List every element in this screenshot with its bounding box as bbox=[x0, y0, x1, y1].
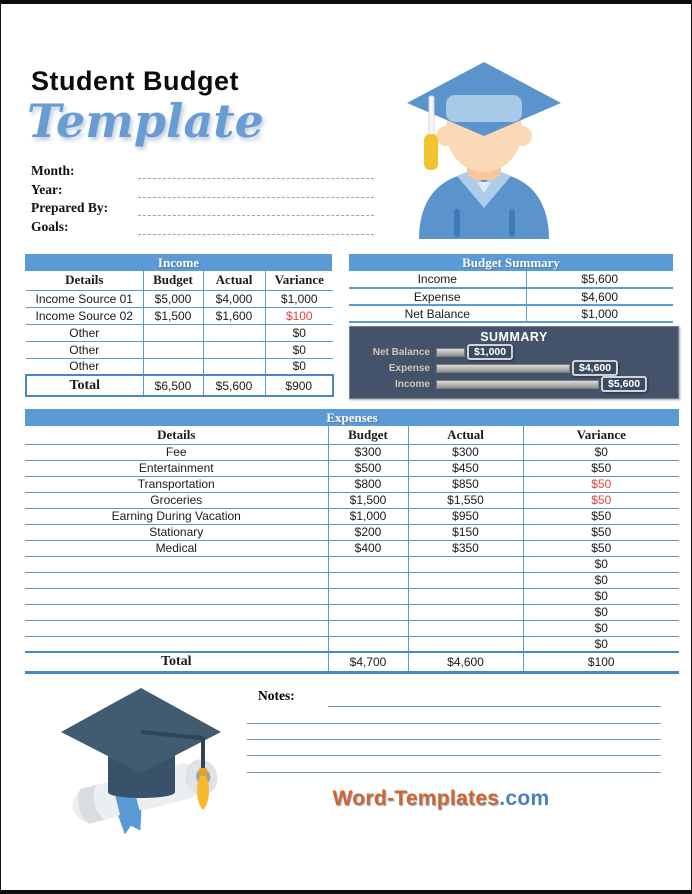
expenses-total-label: Total bbox=[25, 652, 328, 672]
cell-actual: $1,600 bbox=[203, 307, 265, 324]
chart-row-expense bbox=[350, 360, 678, 376]
cell-actual bbox=[408, 588, 523, 604]
expenses-header-row bbox=[25, 426, 679, 444]
cell-details bbox=[25, 636, 328, 652]
cell-budget: $5,000 bbox=[143, 290, 203, 307]
chart-title: SUMMARY bbox=[480, 330, 548, 344]
summary-value: $4,600 bbox=[526, 288, 673, 305]
cell-actual bbox=[408, 604, 523, 620]
cell-actual: $350 bbox=[408, 540, 523, 556]
notes-fill-line[interactable] bbox=[247, 739, 661, 740]
income-section-title: Income bbox=[25, 254, 332, 271]
income-total-actual: $5,600 bbox=[203, 375, 265, 396]
cell-variance: $0 bbox=[523, 444, 679, 460]
cell-budget bbox=[328, 588, 408, 604]
expenses-col-actual: Actual bbox=[408, 426, 523, 444]
income-total-row bbox=[26, 375, 333, 396]
cell-details: Income Source 01 bbox=[26, 290, 143, 307]
budget-summary-table bbox=[349, 271, 673, 323]
cell-variance: $0 bbox=[523, 604, 679, 620]
chart-category-label: Expense bbox=[388, 362, 430, 374]
cell-variance: $0 bbox=[523, 588, 679, 604]
cell-details: Other bbox=[26, 358, 143, 375]
cell-variance: $0 bbox=[523, 572, 679, 588]
cell-actual bbox=[203, 341, 265, 358]
cell-details: Entertainment bbox=[25, 460, 328, 476]
chart-category-label: Net Balance bbox=[372, 346, 430, 358]
expense-row bbox=[25, 524, 679, 540]
expenses-col-details: Details bbox=[25, 426, 328, 444]
cell-actual: $4,000 bbox=[203, 290, 265, 307]
expenses-section-title: Expenses bbox=[25, 409, 679, 426]
cell-budget: $1,000 bbox=[328, 508, 408, 524]
cell-budget: $500 bbox=[328, 460, 408, 476]
cell-actual bbox=[203, 324, 265, 341]
cell-details: Groceries bbox=[25, 492, 328, 508]
cell-variance: $0 bbox=[265, 324, 333, 341]
cell-details: Transportation bbox=[25, 476, 328, 492]
cell-variance: $1,000 bbox=[265, 290, 333, 307]
income-header-row bbox=[26, 271, 333, 290]
cell-variance: $0 bbox=[265, 358, 333, 375]
expense-row-empty bbox=[25, 636, 679, 652]
cell-budget bbox=[143, 341, 203, 358]
income-table bbox=[25, 271, 334, 397]
cell-actual: $300 bbox=[408, 444, 523, 460]
field-label-month: Month: bbox=[31, 163, 75, 178]
expense-row bbox=[25, 444, 679, 460]
cell-budget: $400 bbox=[328, 540, 408, 556]
cell-actual: $150 bbox=[408, 524, 523, 540]
expense-bar bbox=[436, 364, 570, 373]
month-fill-line[interactable] bbox=[138, 178, 374, 179]
income-bar bbox=[436, 380, 599, 389]
graduation-cap-diploma-icon bbox=[53, 680, 233, 835]
goals-fill-line[interactable] bbox=[138, 234, 374, 235]
expense-row-empty bbox=[25, 620, 679, 636]
logo-tld-text: .com bbox=[499, 787, 550, 810]
cell-actual bbox=[408, 556, 523, 572]
income-total-variance: $900 bbox=[265, 375, 333, 396]
expense-row-empty bbox=[25, 556, 679, 572]
cell-details: Other bbox=[26, 324, 143, 341]
expense-row-empty bbox=[25, 588, 679, 604]
income-col-details: Details bbox=[26, 271, 143, 290]
cell-actual bbox=[408, 572, 523, 588]
income-row bbox=[26, 324, 333, 341]
net-balance-value-badge: $1,000 bbox=[467, 344, 513, 360]
expense-row-empty bbox=[25, 572, 679, 588]
cell-details: Fee bbox=[25, 444, 328, 460]
cell-variance: $0 bbox=[265, 341, 333, 358]
cell-variance: $0 bbox=[523, 556, 679, 572]
cell-actual: $850 bbox=[408, 476, 523, 492]
expenses-col-variance: Variance bbox=[523, 426, 679, 444]
cell-actual bbox=[203, 358, 265, 375]
notes-fill-line[interactable] bbox=[247, 772, 661, 773]
expenses-total-actual: $4,600 bbox=[408, 652, 523, 672]
cell-variance: $50 bbox=[523, 460, 679, 476]
income-col-actual: Actual bbox=[203, 271, 265, 290]
summary-label: Expense bbox=[349, 288, 526, 305]
cell-budget: $1,500 bbox=[328, 492, 408, 508]
cell-details bbox=[25, 620, 328, 636]
summary-bar-chart bbox=[349, 326, 679, 399]
word-templates-logo bbox=[331, 787, 551, 811]
summary-label: Net Balance bbox=[349, 305, 526, 322]
cell-actual: $450 bbox=[408, 460, 523, 476]
page-title: Student Budget bbox=[31, 66, 239, 96]
year-fill-line[interactable] bbox=[138, 197, 374, 198]
notes-fill-line[interactable] bbox=[247, 723, 661, 724]
logo-brand-text: Word-Templates bbox=[332, 787, 500, 810]
cell-variance: $0 bbox=[523, 620, 679, 636]
field-label-goals: Goals: bbox=[31, 219, 69, 234]
cell-details: Income Source 02 bbox=[26, 307, 143, 324]
cell-details: Earning During Vacation bbox=[25, 508, 328, 524]
cell-variance: $50 bbox=[523, 540, 679, 556]
expenses-total-variance: $100 bbox=[523, 652, 679, 672]
summary-row bbox=[349, 305, 673, 322]
income-row bbox=[26, 358, 333, 375]
cell-budget bbox=[143, 324, 203, 341]
income-total-budget: $6,500 bbox=[143, 375, 203, 396]
cell-variance-negative: $100 bbox=[265, 307, 333, 324]
income-row bbox=[26, 290, 333, 307]
field-label-prepared-by: Prepared By: bbox=[31, 200, 109, 215]
income-row bbox=[26, 341, 333, 358]
cell-details bbox=[25, 556, 328, 572]
cell-variance-negative: $50 bbox=[523, 492, 679, 508]
income-col-variance: Variance bbox=[265, 271, 333, 290]
field-label-year: Year: bbox=[31, 182, 63, 197]
cell-actual: $1,550 bbox=[408, 492, 523, 508]
expenses-table bbox=[25, 426, 679, 674]
chart-row-net-balance bbox=[350, 344, 678, 360]
cell-budget bbox=[328, 620, 408, 636]
notes-fill-line[interactable] bbox=[328, 706, 661, 707]
income-col-budget: Budget bbox=[143, 271, 203, 290]
cell-actual bbox=[408, 620, 523, 636]
cell-variance: $0 bbox=[523, 636, 679, 652]
cell-budget: $300 bbox=[328, 444, 408, 460]
cell-budget bbox=[328, 572, 408, 588]
expenses-total-budget: $4,700 bbox=[328, 652, 408, 672]
budget-summary-title: Budget Summary bbox=[349, 254, 673, 271]
cell-budget bbox=[328, 556, 408, 572]
page-subtitle-script: Template bbox=[27, 94, 264, 148]
expenses-col-budget: Budget bbox=[328, 426, 408, 444]
cell-budget bbox=[143, 358, 203, 375]
summary-row bbox=[349, 271, 673, 288]
income-value-badge: $5,600 bbox=[601, 376, 647, 392]
expense-row bbox=[25, 476, 679, 492]
notes-label: Notes: bbox=[258, 688, 295, 703]
cell-budget: $1,500 bbox=[143, 307, 203, 324]
expense-row bbox=[25, 540, 679, 556]
net-balance-bar bbox=[436, 348, 465, 357]
prepared-by-fill-line[interactable] bbox=[138, 215, 374, 216]
chart-row-income bbox=[350, 376, 678, 392]
expenses-total-row bbox=[25, 652, 679, 672]
summary-value: $5,600 bbox=[526, 271, 673, 288]
summary-label: Income bbox=[349, 271, 526, 288]
cell-actual bbox=[408, 636, 523, 652]
cell-details: Stationary bbox=[25, 524, 328, 540]
expense-row bbox=[25, 508, 679, 524]
cell-details bbox=[25, 588, 328, 604]
income-row bbox=[26, 307, 333, 324]
cell-budget: $200 bbox=[328, 524, 408, 540]
expense-row bbox=[25, 492, 679, 508]
cell-variance: $50 bbox=[523, 508, 679, 524]
cell-variance-negative: $50 bbox=[523, 476, 679, 492]
expense-value-badge: $4,600 bbox=[572, 360, 618, 376]
cell-details: Medical bbox=[25, 540, 328, 556]
expense-row bbox=[25, 460, 679, 476]
notes-fill-line[interactable] bbox=[247, 755, 661, 756]
chart-category-label: Income bbox=[394, 378, 430, 390]
income-total-label: Total bbox=[26, 375, 143, 396]
cell-budget: $800 bbox=[328, 476, 408, 492]
graduate-student-icon bbox=[399, 56, 569, 239]
cell-details: Other bbox=[26, 341, 143, 358]
summary-value: $1,000 bbox=[526, 305, 673, 322]
cell-budget bbox=[328, 636, 408, 652]
cell-details bbox=[25, 572, 328, 588]
cell-budget bbox=[328, 604, 408, 620]
expense-row-empty bbox=[25, 604, 679, 620]
cell-variance: $50 bbox=[523, 524, 679, 540]
summary-row bbox=[349, 288, 673, 305]
cell-details bbox=[25, 604, 328, 620]
cell-actual: $950 bbox=[408, 508, 523, 524]
